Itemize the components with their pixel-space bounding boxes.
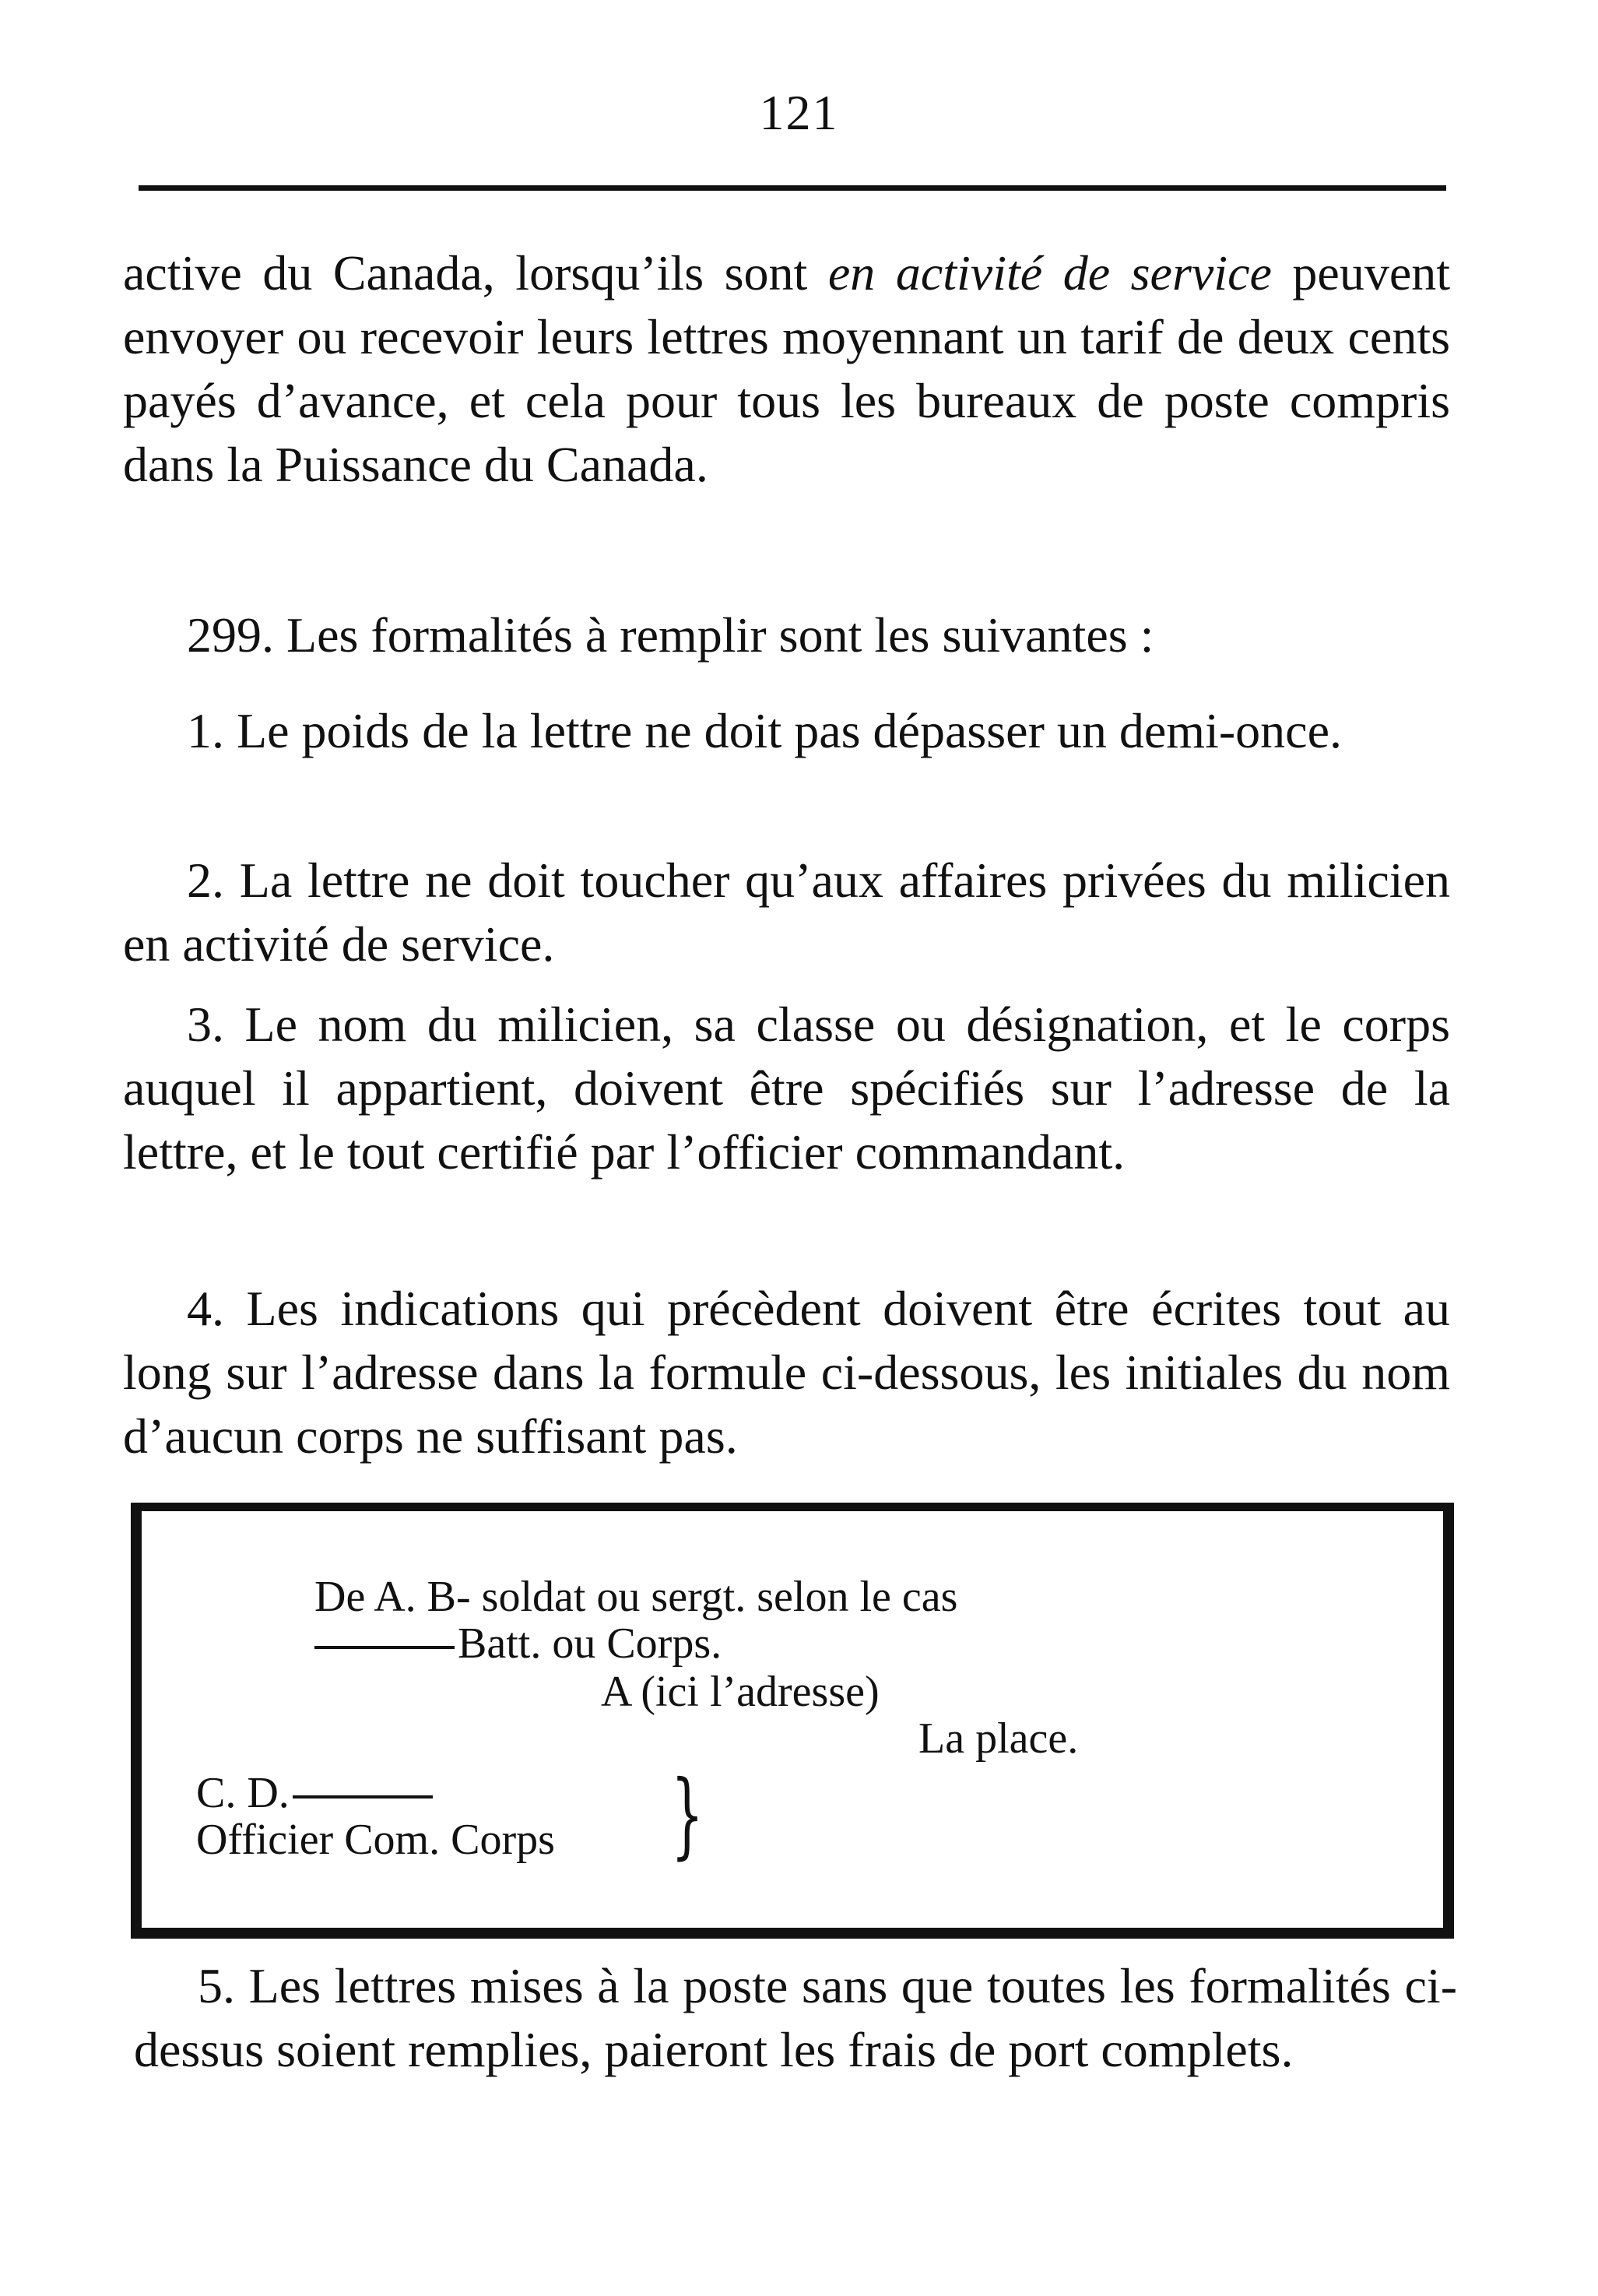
header-rule: [139, 185, 1446, 191]
list-item-1: 1. Le poids de la lettre ne doit pas dépasser un demi-once.: [187, 703, 1342, 758]
form-officer-line: Officier Com. Corps: [196, 1816, 555, 1864]
paragraph-intro: [123, 241, 1450, 497]
form-battalion-text: Batt. ou Corps.: [458, 1619, 722, 1668]
list-item-3: 3. Le nom du milicien, sa classe ou désignation, et le corps auquel il appartient, doivent être spécifiés sur l’adresse de la lettre, et le tout certifié par l’officier commandant.: [123, 997, 1450, 1180]
page-number: 121: [759, 85, 839, 140]
paragraph-299: 299. Les formalités à remplir sont les suivantes :: [187, 607, 1154, 663]
form-battalion-line: [314, 1620, 722, 1667]
list-item-2: 2. La lettre ne doit toucher qu’aux affaires privées du milicien en activité de service.: [123, 853, 1450, 972]
form-blank-rule: [314, 1646, 455, 1649]
form-cd-line: [196, 1770, 433, 1816]
paragraph-intro-italic: en activité de service: [827, 245, 1272, 301]
form-blank-rule: [293, 1795, 433, 1798]
paragraph-intro-rest: peuvent envoyer ou recevoir leurs lettres moyennant un tarif de deux cents payés d’avance, et cela pour tous les bureaux de poste compris dans la Puissance du Canada.: [123, 245, 1451, 492]
form-cd-text: C. D.: [196, 1769, 290, 1817]
form-place-line: La place.: [918, 1714, 1079, 1763]
paragraph-intro-start: active du Canada, lorsqu’ils sont: [123, 245, 828, 301]
list-item-4: 4. Les indications qui précèdent doivent être écrites tout au long sur l’adresse dans la formule ci-dessous, les initiales du nom d’aucun corps ne suffisant pas.: [123, 1281, 1450, 1464]
form-from-line: De A. B- soldat ou sergt. selon le cas: [314, 1573, 958, 1621]
form-brace: }: [671, 1761, 704, 1869]
form-address-line: A (ici l’adresse): [601, 1668, 880, 1716]
list-item-5: 5. Les lettres mises à la poste sans que toutes les formalités ci-dessus soient remplies, paieront les frais de port complets.: [134, 1958, 1457, 2077]
address-form-box: [131, 1503, 1454, 1939]
